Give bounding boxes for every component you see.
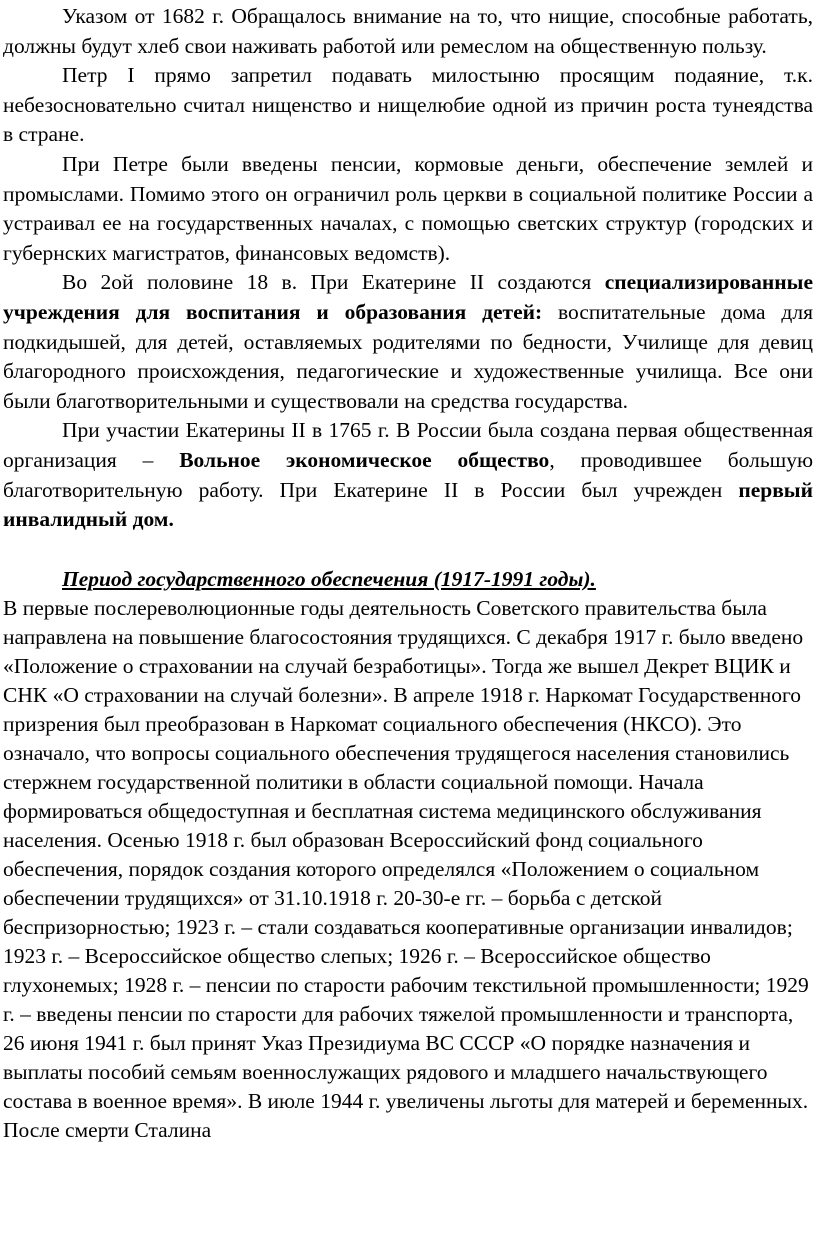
blank-line — [3, 535, 813, 565]
paragraph-text: При участии Екатерины II в 1765 г. В России была создана первая общественная организация – — [3, 418, 813, 472]
paragraph-text: Во 2ой половине 18 в. При Екатерине II создаются — [62, 270, 605, 295]
bold-term-specialized-institutions: специализированные учреждения для воспитания и образования детей: — [3, 270, 813, 324]
paragraph-decree-1682 — [3, 2, 813, 61]
paragraph-peter-pensions — [3, 150, 813, 268]
paragraph-catherine-institutions — [3, 268, 813, 416]
paragraph-text: Указом от 1682 г. Обращалось внимание на то, что нищие, способные работать, должны будут хлеб свои наживать работой или ремеслом на общественную пользу. — [3, 4, 813, 58]
section-heading: Период государственного обеспечения (1917-1991 годы). — [62, 566, 596, 591]
bold-term-free-economic-society: Вольное экономическое общество — [179, 447, 550, 472]
paragraph-soviet-social-security: В первые послереволюционные годы деятельность Советского правительства была направлена на повышение благосостояния трудящихся. С декабря 1917 г. было введено «Положение о страховании на случай безработицы». Тогда же вышел Декрет ВЦИК и СНК «О страховании на случай болезни». В апреле 1918 г. Наркомат Государственного призрения был преобразован в Наркомат социального обеспечения (НКСО). Это означало, что вопросы социального обеспечения трудящегося населения становились стержнем государственной политики в области социальной помощи. Начала формироваться общедоступная и бесплатная система медицинского обслуживания населения. Осенью 1918 г. был образован Всероссийский фонд социального обеспечения, порядок создания которого определялся «Положением о социальном обеспечении трудящихся» от 31.10.1918 г. 20-30-е гг. – борьба с детской беспризорностью; 1923 г. – стали создаваться кооперативные организации инвалидов; 1923 г. – Всероссийское общество слепых; 1926 г. – Всероссийское общество глухонемых; 1928 г. – пенсии по старости рабочим текстильной промышленности; 1929 г. – введены пенсии по старости для рабочих тяжелой промышленности и транспорта, 26 июня 1941 г. был принят Указ Президиума ВС СССР «О порядке назначения и выплаты пособий семьям военнослужащих рядового и младшего начальствующего состава в военное время». В июле 1944 г. увеличены льготы для матерей и беременных. После смерти Сталина — [3, 595, 809, 1142]
paragraph-free-economic-society — [3, 416, 813, 534]
section-soviet-period — [3, 594, 813, 1145]
paragraph-peter-alms — [3, 61, 813, 150]
paragraph-text: , проводившее большую благотворительную работу. При Екатерине II в России был учрежден — [3, 447, 814, 502]
paragraph-text: воспитательные дома для подкидышей, для детей, оставляемых родителями по бедности, Училище для девиц благородного происхождения, педагогические и художественные училища. Все они были благотворительными и существовали на средства государства. — [3, 299, 813, 413]
paragraph-text: При Петре были введены пенсии, кормовые деньги, обеспечение землей и промыслами. Помимо этого он ограничил роль церкви в социальной политике России а устраивал ее на государственных началах, с помощью светских структур (городских и губернских магистратов, финансовых ведомств). — [3, 151, 813, 265]
section-pre-revolution — [3, 2, 813, 535]
bold-term-first-invalid-home: первый инвалидный дом. — [3, 477, 813, 532]
paragraph-text: Петр I прямо запретил подавать милостыню просящим подаяние, т.к. небезосновательно считал нищенство и нищелюбие одной из причин роста тунеядства в стране. — [3, 63, 813, 147]
